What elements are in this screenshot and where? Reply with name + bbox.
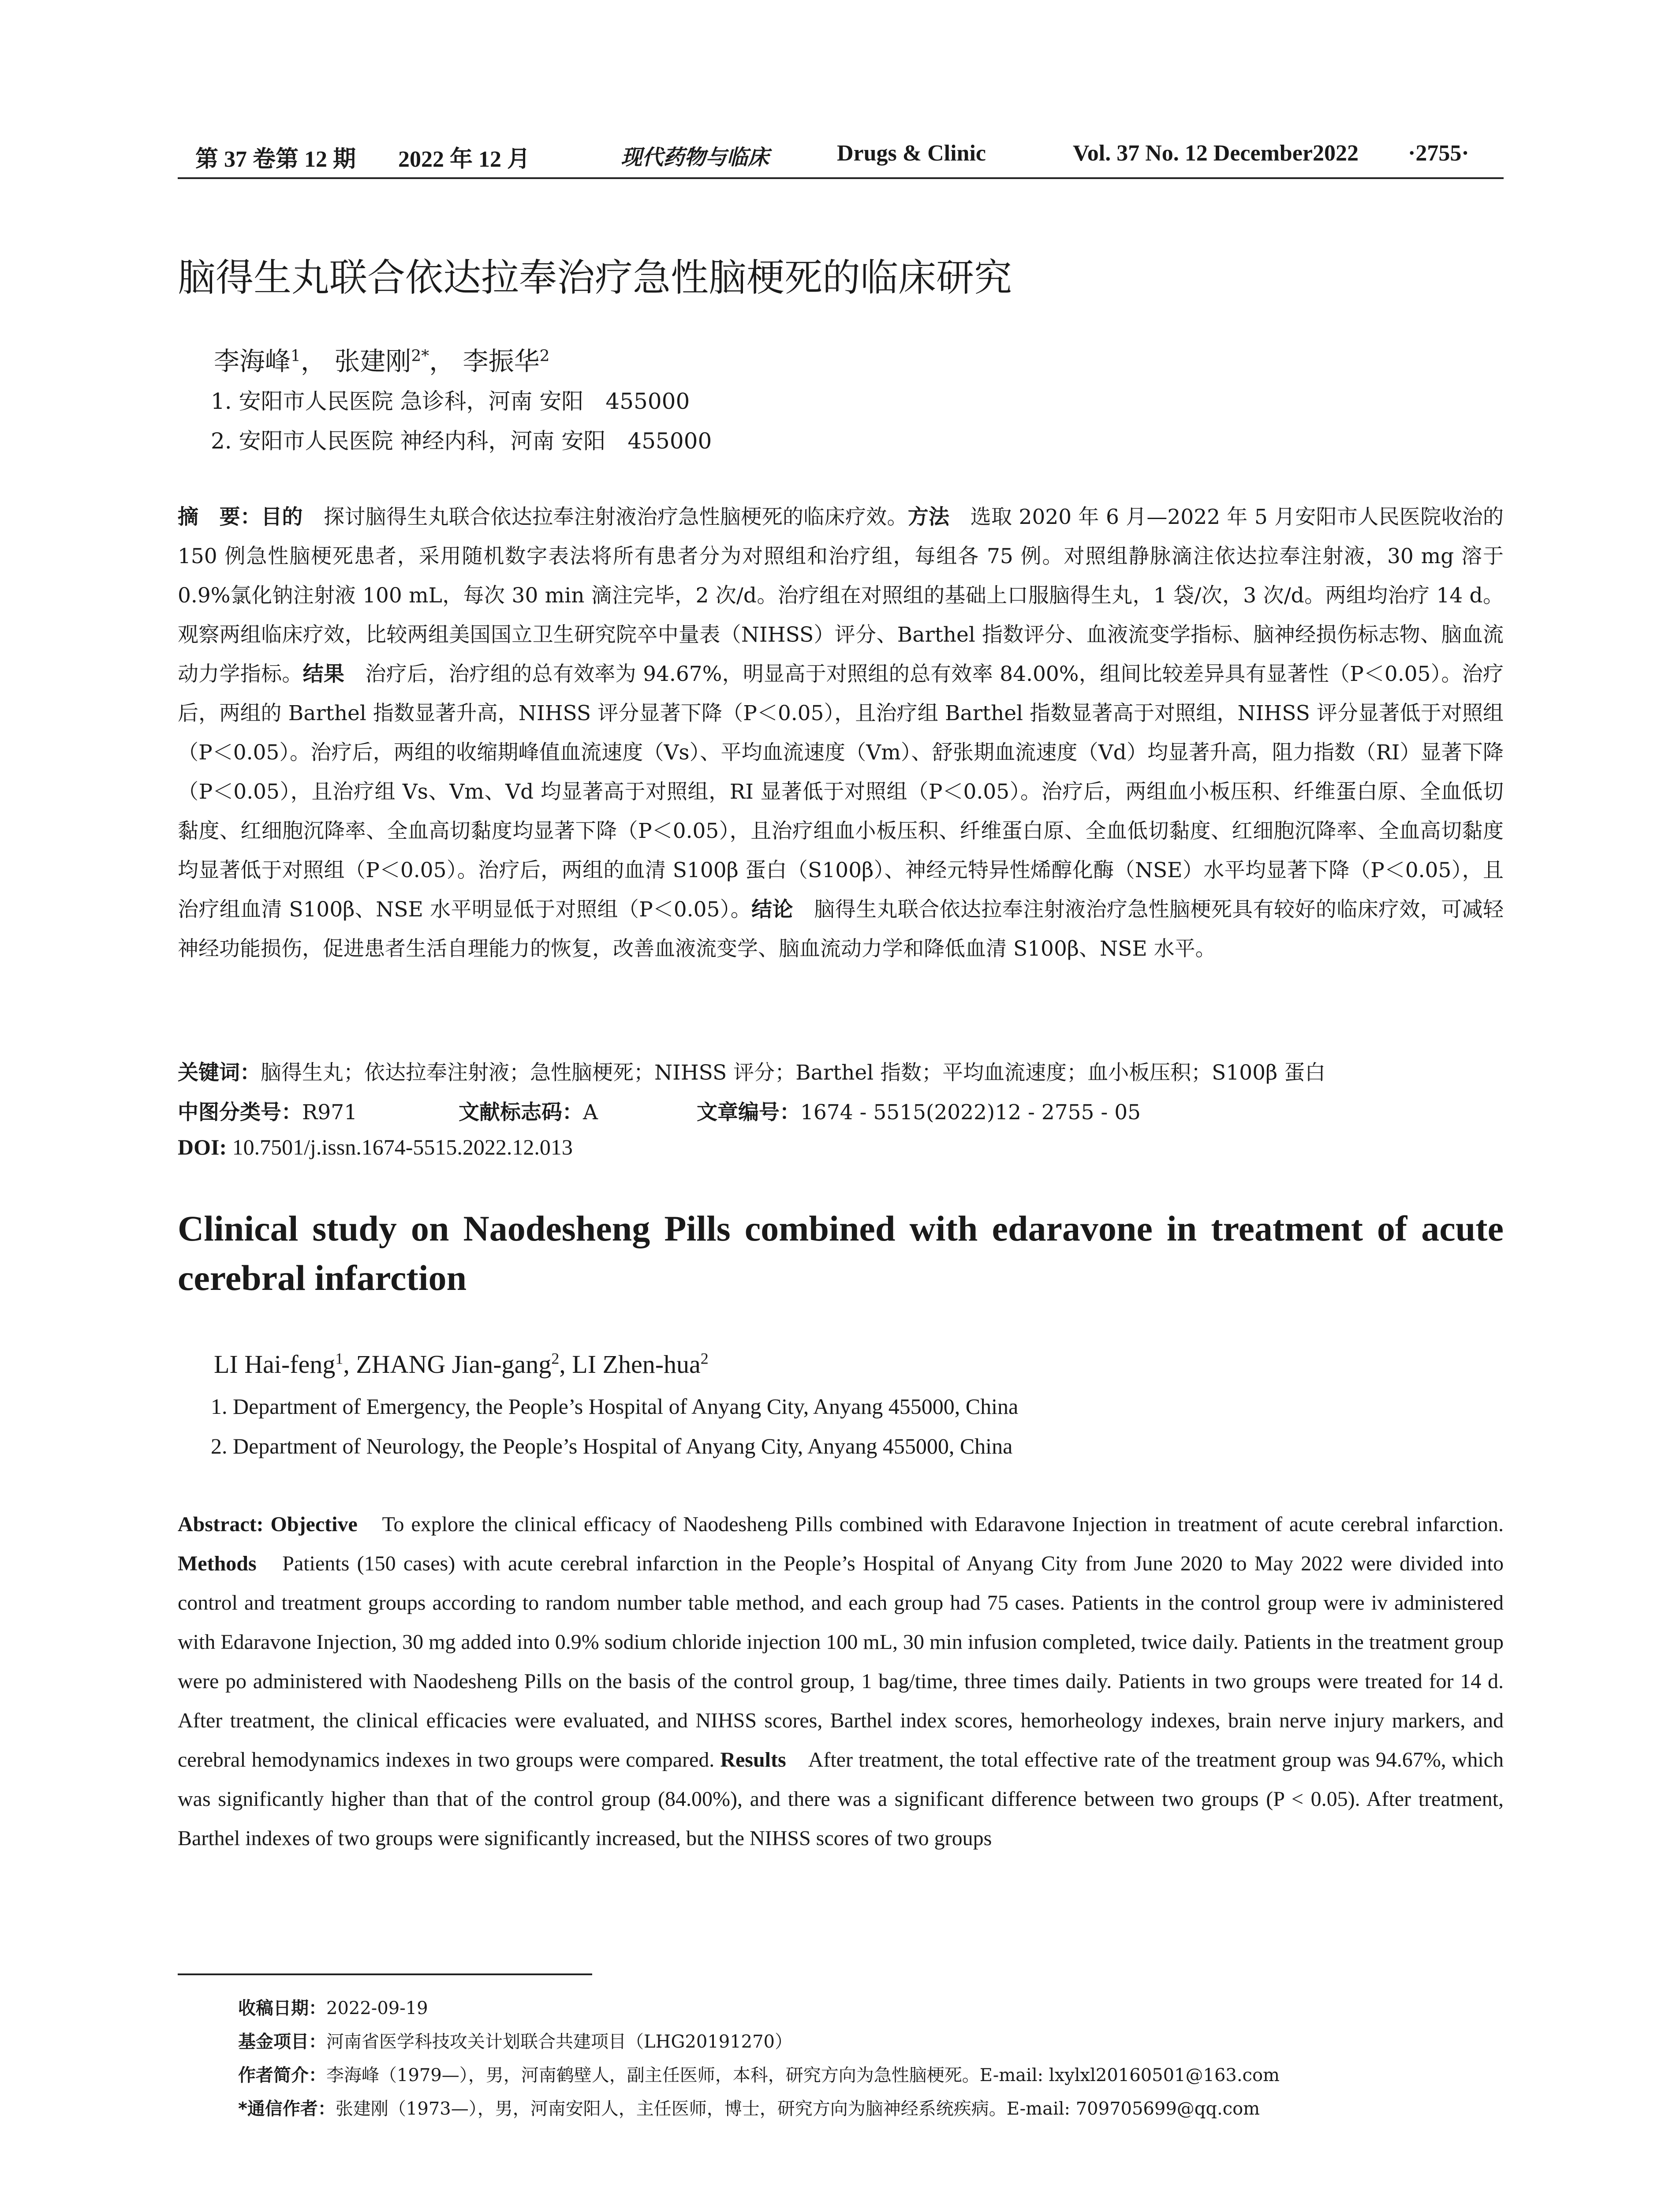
author-name: 李海峰	[214, 346, 291, 376]
keywords-text: 脑得生丸；依达拉奉注射液；急性脑梗死；NIHSS 评分；Barthel 指数；平均血流速度；血小板压积；S100β 蛋白	[261, 1061, 1326, 1085]
footnote-text: 张建刚（1973—），男，河南安阳人，主任医师，博士，研究方向为脑神经系统疾病。E-mail: 709705699@qq.com	[335, 2099, 1260, 2119]
results-label: 结果	[302, 662, 345, 686]
objective-en-label: Objective	[263, 1513, 358, 1536]
clc-label: 中图分类号：	[178, 1100, 302, 1125]
clc-value: R971	[302, 1100, 358, 1125]
footnote-text: 2022-09-19	[326, 1998, 428, 2018]
authors-en: LI Hai-feng$^1$, ZHANG Jian-gang$^2$, LI Zhen-hua$^2$	[214, 1349, 709, 1379]
methods-text: 选取 2020 年 6 月—2022 年 5 月安阳市人民医院收治的 150 例急性脑梗死患者，采用随机数字表法将所有患者分为对照组和治疗组，每组各 75 例。对照组静脉滴注依达拉奉注射液，30 mg 溶于 0.9%氯化钠注射液 100 mL，每次 30 min 滴注完毕，2 次/d。治疗组在对照组的基础上口服脑得生丸，1 袋/次，3 次/d。两组均治疗 14 d。观察两组临床疗效，比较两组美国国立卫生研究院卒中量表（NIHSS）评分、Barthel 指数评分、血液流变学指标、脑神经损伤标志物、脑血流动力学指标。	[178, 505, 1504, 686]
header-page-number: ·2755·	[1408, 141, 1469, 166]
objective-text: 探讨脑得生丸联合依达拉奉注射液治疗急性脑梗死的临床疗效。	[302, 505, 908, 529]
keywords-label: 关键词：	[178, 1061, 261, 1085]
doc-label: 文献标志码：	[459, 1100, 583, 1125]
author-affiliation-mark: 1	[335, 1349, 343, 1368]
abstract-label: 摘 要：	[178, 505, 261, 529]
footnote-label: 收稿日期：	[238, 1998, 326, 2018]
objective-label: 目的	[261, 505, 303, 529]
footnote-corresponding	[238, 2095, 1260, 2120]
header-rule	[178, 177, 1504, 179]
doi	[178, 1134, 573, 1160]
document-code	[459, 1096, 598, 1125]
footnote-text: 河南省医学科技攻关计划联合共建项目（LHG20191270）	[326, 2032, 792, 2052]
article-value: 1674 - 5515(2022)12 - 2755 - 05	[800, 1100, 1141, 1125]
classification	[178, 1096, 357, 1125]
footnote-text: 李海峰（1979—），男，河南鹤壁人，副主任医师，本科，研究方向为急性脑梗死。E-mail: lxylxl20160501@163.com	[326, 2065, 1280, 2085]
results-en-text: After treatment, the total effective rate of the treatment group was 94.67%, which was significantly higher than that of the control group (84.00%), and there was a significant difference between two groups (P < 0.05). After treatment, Barthel indexes of two groups were significantly increased, but the NIHSS scores of two groups	[178, 1748, 1504, 1850]
affiliation-cn-2: 2. 安阳市人民医院 神经内科，河南 安阳 455000	[211, 428, 712, 454]
results-en-label: Results	[720, 1748, 786, 1771]
header-volume-en: Vol. 37 No. 12 December2022	[1073, 141, 1359, 166]
footnote-label: 基金项目：	[238, 2032, 326, 2052]
article-label: 文章编号：	[697, 1100, 800, 1125]
methods-label: 方法	[907, 505, 950, 529]
doi-value[interactable]: 10.7501/j.issn.1674-5515.2022.12.013	[227, 1135, 573, 1159]
author-name: 张建刚	[334, 346, 411, 376]
footnote-rule	[178, 1973, 592, 1975]
header-volume-cn: 第 37 卷第 12 期	[195, 147, 356, 172]
author-affiliation-mark: 2*	[411, 347, 429, 365]
author-affiliation-mark: 2	[551, 1349, 560, 1368]
footnote-fund	[238, 2028, 792, 2053]
doi-label: DOI:	[178, 1135, 227, 1159]
affiliation-en-1: 1. Department of Emergency, the People’s Hospital of Anyang City, Anyang 455000, China	[211, 1394, 1019, 1419]
title-en: Clinical study on Naodesheng Pills combined with edaravone in treatment of acute cerebral infarction	[178, 1208, 1504, 1298]
abstract-cn	[178, 497, 1504, 968]
author-affiliation-mark: 2	[539, 347, 550, 365]
abstract-en-label: Abstract:	[178, 1513, 264, 1536]
author-affiliation-mark: 1	[291, 347, 301, 365]
keywords	[178, 1056, 1325, 1086]
author-name: 李振华	[463, 346, 540, 376]
authors-cn: 李海峰$^1$， 张建刚$^{2*}$， 李振华$^2$	[214, 346, 550, 376]
header-journal-en: Drugs & Clinic	[837, 141, 986, 166]
author-affiliation-mark: 2	[700, 1349, 709, 1368]
affiliation-en-2: 2. Department of Neurology, the People’s Hospital of Anyang City, Anyang 455000, China	[211, 1434, 1013, 1458]
header-date-cn: 2022 年 12 月	[398, 147, 530, 172]
methods-en-label: Methods	[178, 1552, 257, 1575]
objective-en-text: To explore the clinical efficacy of Naodesheng Pills combined with Edaravone Injection in treatment of acute cerebral infarction.	[357, 1513, 1504, 1536]
author-name: LI Hai-feng	[214, 1350, 336, 1379]
methods-en-text: Patients (150 cases) with acute cerebral infarction in the People’s Hospital of Anyang City from June 2020 to May 2022 were divided into control and treatment groups according to random number table method, and each group had 75 cases. Patients in the control group were iv administered with Edaravone Injection, 30 mg added into 0.9% sodium chloride injection 100 mL, 30 min infusion completed, twice daily. Patients in the treatment group were po administered with Naodesheng Pills on the basis of the control group, 1 bag/time, three times daily. Patients in two groups were treated for 14 d. After treatment, the clinical efficacies were evaluated, and NIHSS scores, Barthel index scores, hemorheology indexes, brain nerve injury markers, and cerebral hemodynamics indexes in two groups were compared.	[178, 1552, 1504, 1771]
author-name: LI Zhen-hua	[572, 1350, 701, 1379]
results-text: 治疗后，治疗组的总有效率为 94.67%，明显高于对照组的总有效率 84.00%，组间比较差异具有显著性（P＜0.05）。治疗后，两组的 Barthel 指数显著升高，NIHSS 评分显著下降（P＜0.05），且治疗组 Barthel 指数显著高于对照组，NIHSS 评分显著低于对照组（P＜0.05）。治疗后，两组的收缩期峰值血流速度（Vs）、平均血流速度（Vm）、舒张期血流速度（Vd）均显著升高，阻力指数（RI）显著下降（P＜0.05），且治疗组 Vs、Vm、Vd 均显著高于对照组，RI 显著低于对照组（P＜0.05）。治疗后，两组血小板压积、纤维蛋白原、全血低切黏度、红细胞沉降率、全血高切黏度均显著下降（P＜0.05），且治疗组血小板压积、纤维蛋白原、全血低切黏度、红细胞沉降率、全血高切黏度均显著低于对照组（P＜0.05）。治疗后，两组的血清 S100β 蛋白（S100β）、神经元特异性烯醇化酶（NSE）水平均显著下降（P＜0.05），且治疗组血清 S100β、NSE 水平明显低于对照组（P＜0.05）。	[178, 662, 1504, 922]
author-name: ZHANG Jian-gang	[356, 1350, 552, 1379]
footnote-label: *通信作者：	[238, 2099, 336, 2119]
header-journal-cn: 现代药物与临床	[621, 145, 769, 170]
doc-value: A	[583, 1100, 598, 1125]
affiliation-cn-1: 1. 安阳市人民医院 急诊科，河南 安阳 455000	[211, 389, 690, 414]
footnote-label: 作者简介：	[238, 2065, 326, 2085]
footnote-author-bio	[238, 2061, 1280, 2086]
article-number	[697, 1096, 1141, 1125]
title-cn: 脑得生丸联合依达拉奉治疗急性脑梗死的临床研究	[178, 256, 1012, 300]
conclusion-text: 脑得生丸联合依达拉奉注射液治疗急性脑梗死具有较好的临床疗效，可减轻神经功能损伤，促进患者生活自理能力的恢复，改善血液流变学、脑血流动力学和降低血清 S100β、NSE 水平。	[178, 897, 1504, 961]
footnote-received	[238, 1994, 428, 2019]
abstract-en	[178, 1505, 1504, 1858]
running-header	[178, 140, 1504, 176]
conclusion-label: 结论	[751, 897, 793, 922]
